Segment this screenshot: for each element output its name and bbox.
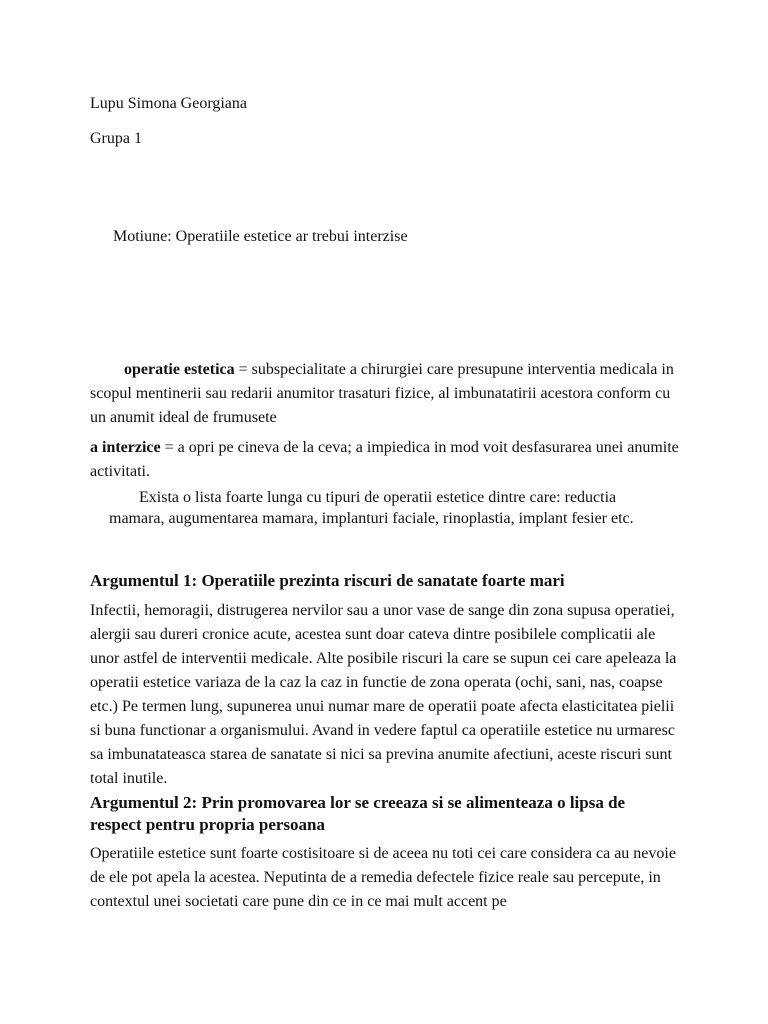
group-label: Grupa 1 [90, 130, 142, 147]
definition-term: a interzice [90, 439, 161, 456]
definition-a-interzice [90, 436, 680, 484]
definition-term: operatie estetica [124, 361, 235, 378]
argument-2-body: Operatiile estetice sunt foarte costisitoare si de aceea nu toti cei care considera ca au nevoie de ele pot apela la acestea. Neputinta de a remedia defectele fizice reale sau percepute, in contextul unei societati care pune din ce in ce mai mult accent pe [90, 845, 676, 910]
argument-2-title: Argumentul 2: Prin promovarea lor se creeaza si se alimenteaza o lipsa de respect pentru propria persoana [90, 793, 626, 834]
argument-1-body: Infectii, hemoragii, distrugerea nervilor sau a unor vase de sange din zona supusa operatiei, alergii sau dureri cronice acute, acestea sunt doar cateva dintre posibilele complicatii ale unor astfel de interventii medicale. Alte posibile riscuri la care se supun cei care apeleaza la operatii estetice variaza de la caz la caz in functie de zona operata (ochi, sani, nas, coapse etc.) Pe termen lung, supunerea unui numar mare de operatii poate afecta elasticitatea pielii si buna functionar a organismului. Avand in vedere faptul ca operatiile estetice nu urmaresc sa imbunatateasca starea de sanatate si nici sa previna anumite afectiuni, aceste riscuri sunt total inutile. [90, 602, 677, 787]
argument-1-title: Argumentul 1: Operatiile prezinta riscuri de sanatate foarte mari [90, 571, 565, 590]
definition-operatie-estetica [90, 358, 680, 430]
author-name: Lupu Simona Georgiana [90, 95, 248, 112]
definition-text: = a opri pe cineva de la ceva; a impiedica in mod voit desfasurarea unei anumite activitati. [90, 439, 679, 480]
intro-paragraph: Exista o lista foarte lunga cu tipuri de operatii estetice dintre care: reductia mamara, augumentarea mamara, implanturi faciale, rinoplastia, implant fesier etc. [109, 489, 634, 527]
definition-text: = subspecialitate a chirurgiei care presupune interventia medicala in scopul mentinerii sau redarii anumitor trasaturi fizice, al imbunatatirii acestora conform cu un anumit ideal de frumusete [90, 361, 674, 426]
motion-statement: Motiune: Operatiile estetice ar trebui interzise [113, 228, 408, 245]
